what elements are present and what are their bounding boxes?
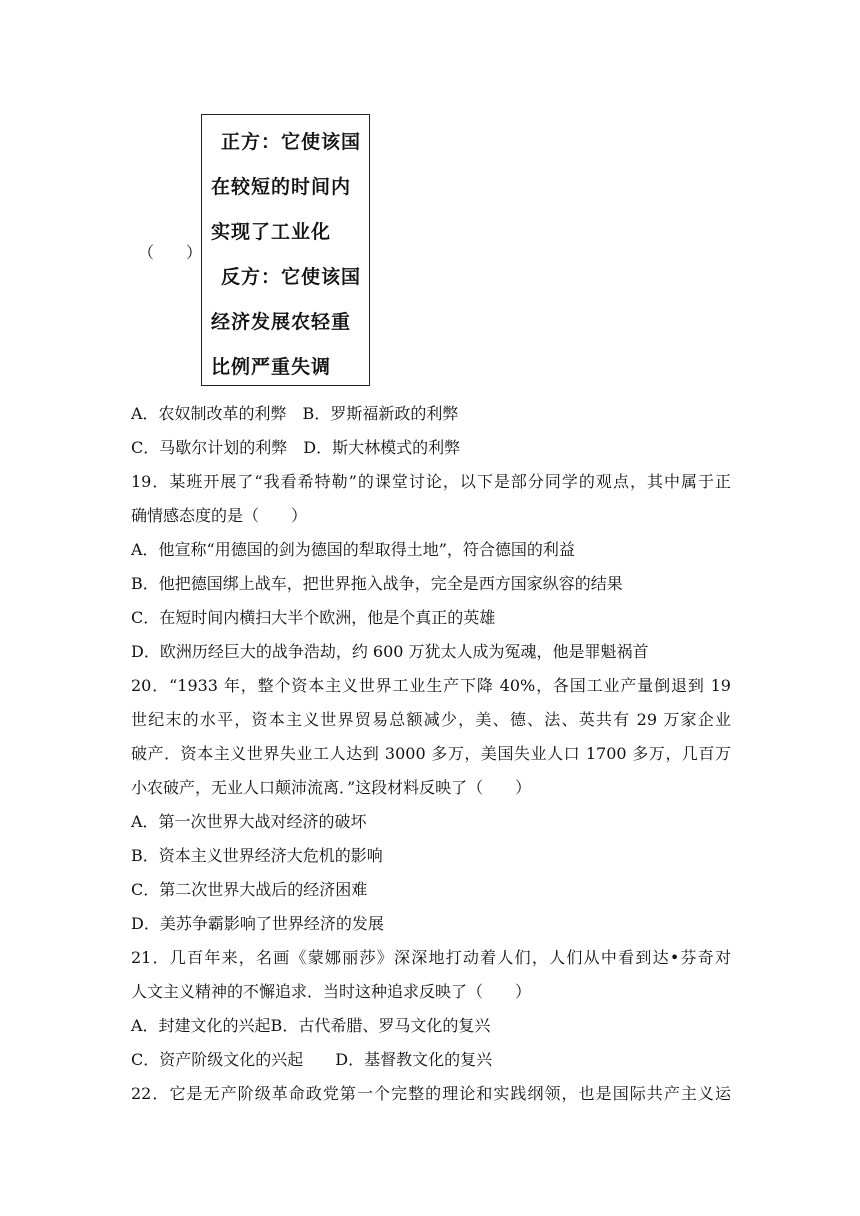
- question-stem: 19．某班开展了“我看希特勒”的课堂讨论，以下是部分同学的观点，其中属于正: [131, 472, 731, 491]
- option-line: C．资产阶级文化的兴起 D．基督教文化的复兴: [131, 1050, 493, 1069]
- option-line: D．欧洲历经巨大的战争浩劫，约 600 万犹太人成为冤魂，他是罪魁祸首: [131, 642, 649, 661]
- question-stem: 确情感态度的是（ ）: [131, 506, 308, 525]
- option-line: A．农奴制改革的利弊 B．罗斯福新政的利弊: [131, 404, 459, 423]
- option-line: D．美苏争霸影响了世界经济的发展: [131, 914, 384, 933]
- question-stem: 20．“1933 年，整个资本主义世界工业生产下降 40%，各国工业产量倒退到 19: [131, 676, 731, 695]
- box-line: 在较短的时间内: [211, 176, 352, 198]
- question-stem: 人文主义精神的不懈追求．当时这种追求反映了（ ）: [131, 982, 532, 1001]
- box-line: 反方：它使该国: [221, 266, 362, 288]
- box-line: 实现了工业化: [211, 221, 332, 243]
- box-line: 比例严重失调: [211, 356, 332, 378]
- option-line: B．他把德国绑上战车，把世界拖入战争，完全是西方国家纵容的结果: [131, 574, 623, 593]
- option-line: A．封建文化的兴起B．古代希腊、罗马文化的复兴: [131, 1016, 491, 1035]
- answer-parentheses: （ ）: [138, 243, 203, 262]
- option-line: A．他宣称“用德国的剑为德国的犁取得土地”，符合德国的利益: [131, 540, 575, 559]
- box-line: 经济发展农轻重: [211, 311, 352, 333]
- option-line: C．第二次世界大战后的经济困难: [131, 880, 368, 899]
- option-line: B．资本主义世界经济大危机的影响: [131, 846, 383, 865]
- option-line: A．第一次世界大战对经济的破坏: [131, 812, 367, 831]
- option-line: C．在短时间内横扫大半个欧洲，他是个真正的英雄: [131, 608, 496, 627]
- question-stem: 21．几百年来，名画《蒙娜丽莎》深深地打动着人们，人们从中看到达•芬奇对: [131, 948, 731, 967]
- question-stem: 小农破产，无业人口颠沛流离．”这段材料反映了（ ）: [131, 778, 532, 797]
- debate-image-box: [201, 114, 370, 386]
- question-stem: 世纪末的水平，资本主义世界贸易总额减少，美、德、法、英共有 29 万家企业: [131, 710, 731, 729]
- question-stem: 22．它是无产阶级革命政党第一个完整的理论和实践纲领，也是国际共产主义运: [131, 1084, 731, 1103]
- question-stem: 破产．资本主义世界失业工人达到 3000 多万，美国失业人口 1700 多万，几百万: [131, 744, 731, 763]
- option-line: C．马歇尔计划的利弊 D．斯大林模式的利弊: [131, 438, 461, 457]
- box-line: 正方：它使该国: [221, 131, 362, 153]
